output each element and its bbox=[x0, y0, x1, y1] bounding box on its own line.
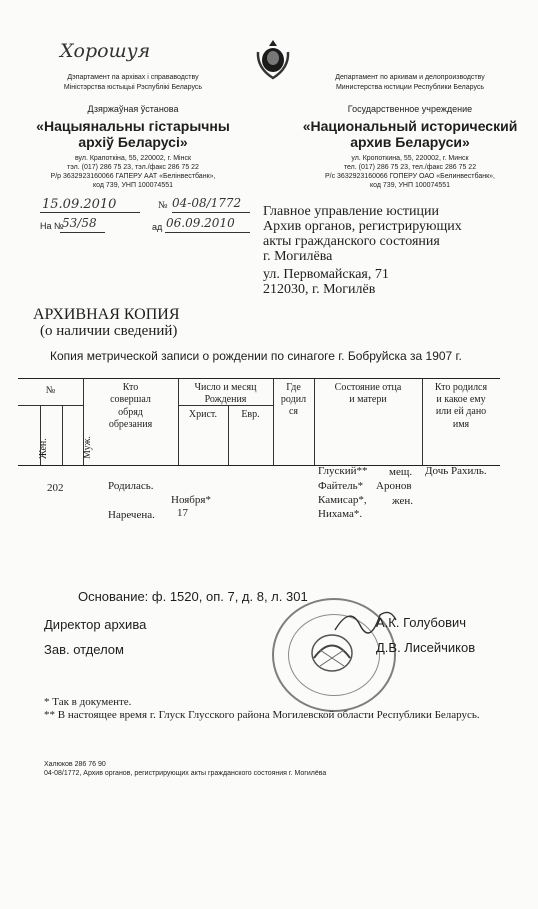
archive-name-ru-2: архив Беларуси» bbox=[350, 134, 470, 150]
registration-date: 15.09.2010 bbox=[42, 197, 117, 212]
recipient-line-5: ул. Первомайская, 71 bbox=[263, 267, 389, 282]
th-jewish: Евр. bbox=[241, 409, 260, 420]
th-male: Муж. bbox=[82, 436, 93, 459]
address-by-2: тэл. (017) 286 75 23, тэл./факс 286 75 22 bbox=[67, 164, 199, 171]
handwritten-note: Хорошуя bbox=[60, 40, 151, 62]
th-where-3: ся bbox=[288, 406, 299, 417]
registration-number: 04-08/1772 bbox=[172, 196, 242, 210]
th-who-4: обрезания bbox=[108, 419, 153, 430]
ref-date: 06.09.2010 bbox=[166, 216, 235, 230]
father-class: мещ. bbox=[389, 466, 413, 478]
address-by-4: код 739, УНП 100074551 bbox=[93, 182, 173, 189]
doc-description: Копия метрической записи о рождении по синагоге г. Бобруйска за 1907 г. bbox=[50, 349, 462, 363]
address-ru-4: код 739, УНП 100074551 bbox=[370, 182, 450, 189]
th-child-2: и какое ему bbox=[436, 394, 486, 405]
address-ru-3: Р/с 3632923160066 ГОПЕРУ ОАО «Белинвестбанк», bbox=[324, 173, 495, 180]
archive-name-by-2: архіў Беларусі» bbox=[78, 134, 188, 150]
signer-2-role: Зав. отделом bbox=[44, 642, 124, 657]
record-month: Ноября* bbox=[171, 494, 211, 506]
dept-line-ru: Департамент по архивам и делопроизводству bbox=[335, 74, 485, 81]
father-name: Файтель* bbox=[318, 480, 364, 492]
address-by-3: Р/р 3632923160066 ГАПЕРУ ААТ «Белінвестбанк», bbox=[50, 173, 216, 180]
record-day: 17 bbox=[177, 507, 188, 519]
th-child-3: или ей дано bbox=[435, 406, 487, 417]
father-surname: Глуский** bbox=[318, 465, 368, 477]
th-child-4: имя bbox=[452, 419, 470, 430]
recipient-line-6: 212030, г. Могилёв bbox=[263, 282, 376, 297]
ref-number: 53/58 bbox=[62, 216, 97, 230]
footer-executor: Халюков 286 76 90 bbox=[44, 761, 106, 768]
signer-1-role: Директор архива bbox=[44, 617, 147, 632]
recipient-line-4: г. Могилёва bbox=[263, 249, 333, 264]
inst-type-by: Дзяржаўная ўстанова bbox=[87, 104, 179, 114]
th-child-1: Кто родился bbox=[434, 382, 488, 393]
mother-status: жен. bbox=[392, 495, 413, 507]
address-ru-1: ул. Кропоткина, 55, 220002, г. Минск bbox=[351, 155, 469, 162]
mother-name: Нихама*. bbox=[318, 508, 363, 520]
th-parents-1: Состояние отца bbox=[334, 382, 402, 393]
doc-title: АРХИВНАЯ КОПИЯ bbox=[33, 306, 180, 323]
th-where-1: Где bbox=[286, 382, 301, 393]
dept-line-by: Дэпартамент па архівах і справаводству bbox=[67, 74, 199, 81]
child-name: Дочь Рахиль. bbox=[425, 465, 487, 477]
metric-record-table bbox=[18, 378, 500, 466]
archive-name-by-1: «Нацыянальны гістарычны bbox=[36, 118, 230, 134]
basis: Основание: ф. 1520, оп. 7, д. 8, л. 301 bbox=[78, 589, 308, 604]
doc-subtitle: (о наличии сведений) bbox=[40, 323, 178, 339]
signer-2-name: Д.В. Лисейчиков bbox=[376, 640, 476, 655]
th-who-3: обряд bbox=[118, 407, 143, 418]
th-date-1: Число и месяц bbox=[194, 382, 257, 393]
th-number: № bbox=[45, 385, 56, 396]
emblem-icon bbox=[255, 38, 291, 80]
footnote-1: * Так в документе. bbox=[44, 696, 132, 708]
address-by-1: вул. Крапоткіна, 55, 220002, г. Мінск bbox=[74, 155, 192, 162]
footnote-2: ** В настоящее время г. Глуск Глусского района Могилевской области Республики Беларусь. bbox=[44, 709, 480, 721]
record-born: Родилась. bbox=[108, 480, 154, 492]
archive-name-ru-1: «Национальный исторический bbox=[302, 118, 518, 134]
recipient-block bbox=[263, 204, 462, 297]
ministry-line-ru: Министерства юстиции Республики Беларусь bbox=[335, 84, 485, 91]
th-female: Жен. bbox=[38, 438, 49, 459]
record-number: 202 bbox=[47, 482, 64, 494]
mother-surname: Камисар*, bbox=[318, 494, 367, 506]
inst-type-ru: Государственное учреждение bbox=[347, 104, 473, 114]
th-christian: Христ. bbox=[188, 409, 218, 420]
th-date-2: Рождения bbox=[204, 394, 247, 405]
th-who-2: совершал bbox=[110, 394, 151, 405]
th-parents-2: и матери bbox=[349, 394, 387, 405]
signer-1-name: А.К. Голубович bbox=[376, 615, 467, 630]
footer-reference: 04-08/1772, Архив органов, регистрирующих акты гражданского состояния г. Могилёва bbox=[44, 770, 327, 777]
ministry-line-by: Міністэрства юстыцыі Рэспублікі Беларусь bbox=[63, 84, 203, 91]
father-patronymic: Аронов bbox=[376, 480, 412, 492]
record-named: Наречена. bbox=[108, 509, 155, 521]
th-where-2: родил bbox=[280, 394, 307, 405]
recipient-line-1: Главное управление юстиции bbox=[263, 204, 440, 219]
recipient-line-3: акты гражданского состояния bbox=[263, 234, 440, 249]
ref-number-label: На № bbox=[40, 221, 64, 231]
recipient-line-2: Архив органов, регистрирующих bbox=[263, 219, 462, 234]
th-who-1: Кто bbox=[122, 382, 139, 393]
ref-date-label: ад bbox=[152, 222, 163, 232]
address-ru-2: тел. (017) 286 75 23, тел./факс 286 75 22 bbox=[343, 164, 477, 171]
